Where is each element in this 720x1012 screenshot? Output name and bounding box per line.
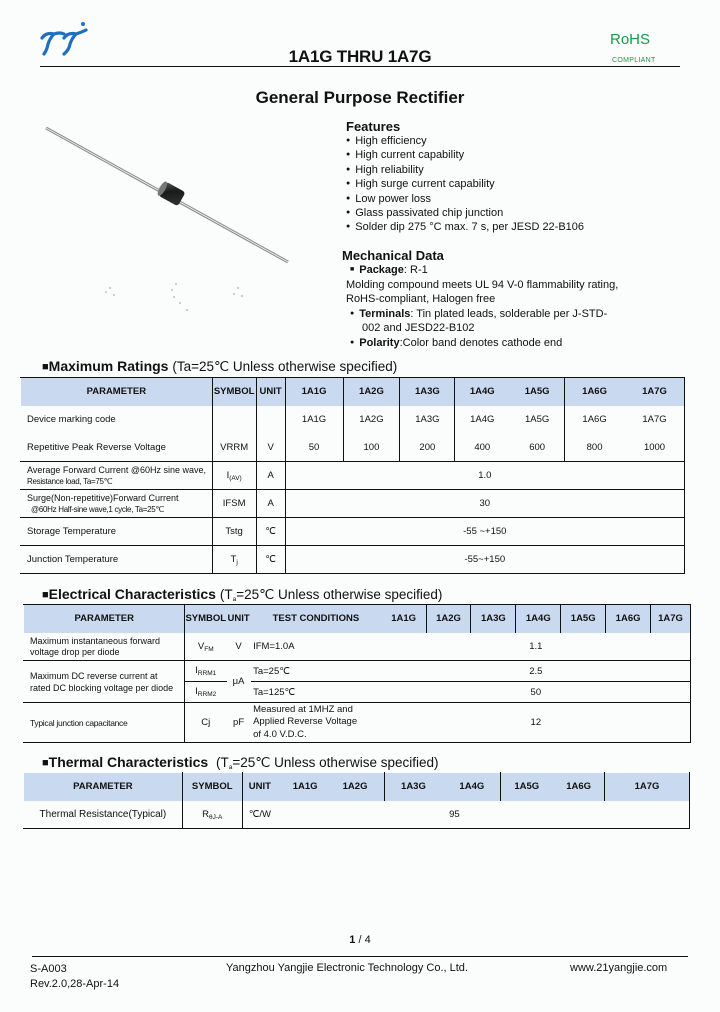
symbol-sub: RRM1 [197,670,217,677]
cell-symbol [185,661,227,682]
cell-value: 1.1 [381,633,690,661]
cell-unit: μA [227,661,251,703]
thermal-table [23,772,690,829]
col-test-conditions: TEST CONDITIONS [251,605,382,633]
col-symbol: SYMBOL [212,378,256,406]
param-line-2: @60Hz Half-sine wave,1 cycle, Ta=25℃ [31,504,165,514]
symbol-sub: θJ-A [209,813,223,821]
cell-unit: V [256,434,285,462]
col-parameter: PARAMETER [24,773,183,801]
cell-value: 100 [343,434,400,462]
rohs-badge: RoHS [610,31,651,48]
col-1a2g: 1A2G [426,605,471,633]
col-1a1g: 1A1G [285,378,343,406]
cell-condition: Ta=125℃ [251,682,382,703]
cell-value: 2.5 [381,661,690,682]
electrical-title: Electrical Characteristics [48,586,216,602]
table-header-row [21,378,685,406]
col-1a4g: 1A4G [516,605,561,633]
cell-value: 95 [284,801,604,829]
diode-image [40,120,300,330]
param-line-1: Surge(Non-repetitive)Forward Current [27,492,179,503]
thermal-title: Thermal Characteristics [48,754,209,770]
footer-divider [32,956,688,957]
package-value: : R-1 [403,264,428,276]
table-row [21,406,685,434]
document-title: 1A1G THRU 1A7G [288,47,432,66]
cell-param [21,462,213,490]
note-post: =25℃ Unless otherwise specified) [232,755,439,770]
revision: Rev.2.0,28-Apr-14 [30,978,120,990]
cell-param: Storage Temperature [21,518,213,546]
square-bullet-icon: ■ [42,757,49,769]
col-1a4g: 1A4G [455,378,510,406]
terminals-value: : Tin plated leads, solderable per J-STD- [410,307,608,320]
col-1a1g: 1A1G [381,605,426,633]
col-1a6g: 1A6G [553,773,605,801]
cell-value: 600 [510,434,565,462]
cell-param [24,661,185,703]
feature-item: ● High current capability [346,148,584,162]
table-row [24,703,691,743]
col-1a3g: 1A3G [471,605,516,633]
col-1a2g: 1A2G [343,378,400,406]
molding-line-2: RoHS-compliant, Halogen free [346,293,496,306]
symbol-main: R [202,808,209,820]
cell-value: 200 [400,434,455,462]
cell-value: 1A6G [582,414,607,425]
col-1a3g: 1A3G [400,378,455,406]
mechanical-data-heading: Mechanical Data [342,248,444,263]
cell-param: Repetitive Peak Reverse Voltage [21,434,213,462]
cell-symbol: Tstg [212,518,256,546]
symbol-sub: RRM2 [197,691,217,698]
mechanical-data [346,263,646,351]
cell-value: 50 [381,682,690,703]
cell-value: 1A5G [510,406,565,434]
page-current: 1 [349,934,356,946]
symbol-sub: FM [204,645,214,653]
col-1a6g: 1A6G [565,378,625,406]
cell-condition: IFM=1.0A [251,633,382,661]
cell-value: 1.0 [285,462,684,490]
cell-condition [251,703,382,743]
polarity-row [346,336,646,351]
features-heading: Features [346,119,401,134]
col-1a4g: 1A4G [443,773,501,801]
cell-param: Typical junction capacitance [24,703,185,743]
col-parameter: PARAMETER [21,378,213,406]
cell-symbol [185,633,227,661]
cell-unit: ℃/W [242,801,284,829]
condition-line-2: Applied Reverse Voltage [253,716,358,728]
cell-value: 1A7G [625,406,685,434]
package-label: Package [359,264,404,276]
note-sub: a [232,596,237,603]
doc-code: S-A003 [30,963,67,975]
col-parameter: PARAMETER [24,605,185,633]
note-post: =25℃ Unless otherwise specified) [236,587,443,602]
cell-value: 1A1G [285,406,343,434]
symbol-main: I [195,686,198,697]
max-ratings-heading [42,358,397,375]
cell-value: 400 [455,434,510,462]
table-row [21,462,685,490]
feature-item: ● Glass passivated chip junction [346,206,584,220]
col-1a5g: 1A5G [561,605,606,633]
electrical-note [220,587,443,602]
cell-unit: V [227,633,251,661]
max-ratings-note: (Ta=25℃ Unless otherwise specified) [172,359,398,374]
feature-item: ● Low power loss [346,192,584,206]
square-bullet-icon: ■ [42,589,49,601]
feature-item: ● High reliability [346,163,584,177]
cell-param: Junction Temperature [21,546,213,574]
feature-item: ● High surge current capability [346,177,584,191]
features-list [346,134,584,235]
symbol-main: T [230,553,237,565]
cell-unit: A [256,462,285,490]
cell-value: -55 ~+150 [285,518,684,546]
col-1a7g: 1A7G [651,605,691,633]
terminals-label: Terminals [359,307,411,320]
param-line-2: voltage drop per diode [30,646,120,657]
feature-item: ● High efficiency [346,134,584,148]
param-line-2: rated DC blocking voltage per diode [30,682,174,693]
col-1a7g: 1A7G [605,773,690,801]
max-ratings-title: Maximum Ratings [48,358,169,374]
polarity-label: Polarity [359,336,400,349]
cell-value: 30 [285,490,684,518]
table-row [21,518,685,546]
note-sub: a [228,764,233,771]
col-unit: UNIT [256,378,285,406]
note-pre: (T [219,587,233,602]
cell-symbol [182,801,242,829]
website-link[interactable]: www.21yangjie.com [570,962,668,974]
package-row [346,263,646,278]
cell-symbol: IFSM [212,490,256,518]
cell-symbol: VRRM [212,434,256,462]
cell-value: 1A3G [400,406,455,434]
cell-unit: A [256,490,285,518]
table-row [24,801,690,829]
cell-unit [256,406,285,434]
col-unit: UNIT [242,773,284,801]
note-pre: (T [215,755,229,770]
molding-line-1: Molding compound meets UL 94 V-0 flammability rating, [346,278,619,291]
table-row [21,546,685,574]
table-row [21,434,685,462]
rohs-compliant-label: COMPLIANT [612,57,656,64]
cell-value: 12 [381,703,690,743]
param-line-1: Maximum DC reverse current at [30,670,158,681]
col-1a5g: 1A5G [501,773,553,801]
col-symbol: SYMBOL [182,773,242,801]
condition-line-1: Measured at 1MHZ and [253,703,353,715]
col-1a5g: 1A5G [510,378,565,406]
cell-empty [605,801,690,829]
cell-symbol [212,406,256,434]
cell-unit: ℃ [256,518,285,546]
symbol-sub: j [236,558,238,566]
cell-value: 1A4G [470,414,495,425]
footer-doc-info [30,962,119,992]
thermal-heading [42,754,438,771]
condition-line-3: of 4.0 V.D.C. [253,728,307,740]
page-total: / 4 [355,934,371,946]
header-divider [40,66,680,67]
cell-unit: pF [227,703,251,743]
electrical-table [23,604,691,743]
cell-value: 800 [565,434,625,462]
col-1a2g: 1A2G [326,773,384,801]
col-symbol: SYMBOL [185,605,227,633]
document-subtitle: General Purpose Rectifier [255,88,465,107]
cell-symbol: Cj [185,703,227,743]
max-ratings-table [20,377,685,574]
col-1a1g: 1A1G [284,773,326,801]
cell-value: 1A2G [343,406,400,434]
symbol-main: I [226,469,230,481]
thermal-note [216,755,439,770]
col-1a6g: 1A6G [606,605,651,633]
cell-param [21,490,213,518]
table-row [24,633,691,661]
cell-value: 50 [285,434,343,462]
col-1a7g: 1A7G [625,378,685,406]
cell-symbol [212,462,256,490]
col-1a3g: 1A3G [384,773,443,801]
electrical-heading [42,586,442,603]
terminals-row [346,307,646,322]
param-line-1: Maximum instantaneous forward [30,635,161,646]
table-header-row [24,605,691,633]
symbol-sub: (AV) [229,474,242,482]
cell-unit: ℃ [256,546,285,574]
square-bullet-icon: ■ [42,361,49,373]
symbol-main: I [195,665,198,676]
cell-param: Thermal Resistance(Typical) [24,801,183,829]
table-row [21,490,685,518]
page-number [0,934,720,946]
col-unit: UNIT [227,605,251,633]
cell-param [24,633,185,661]
cell-value: -55~+150 [285,546,684,574]
cell-symbol [212,546,256,574]
feature-item: ● Solder dip 275 °C max. 7 s, per JESD 22-B106 [346,220,584,234]
cell-symbol [185,682,227,703]
cell-condition: Ta=25℃ [251,661,382,682]
cell-param: Device marking code [21,406,213,434]
polarity-value: :Color band denotes cathode end [399,336,563,349]
symbol-main: V [197,640,205,652]
table-row [24,661,691,682]
terminals-line-2: 002 and JESD22-B102 [362,322,475,335]
table-header-row [24,773,690,801]
company-name: Yangzhou Yangjie Electronic Technology Co., Ltd. [226,962,468,974]
param-line-2: Resistance load, Ta=75℃ [27,476,113,486]
param-line-1: Average Forward Current @60Hz sine wave, [27,464,207,475]
cell-value: 1000 [625,434,685,462]
